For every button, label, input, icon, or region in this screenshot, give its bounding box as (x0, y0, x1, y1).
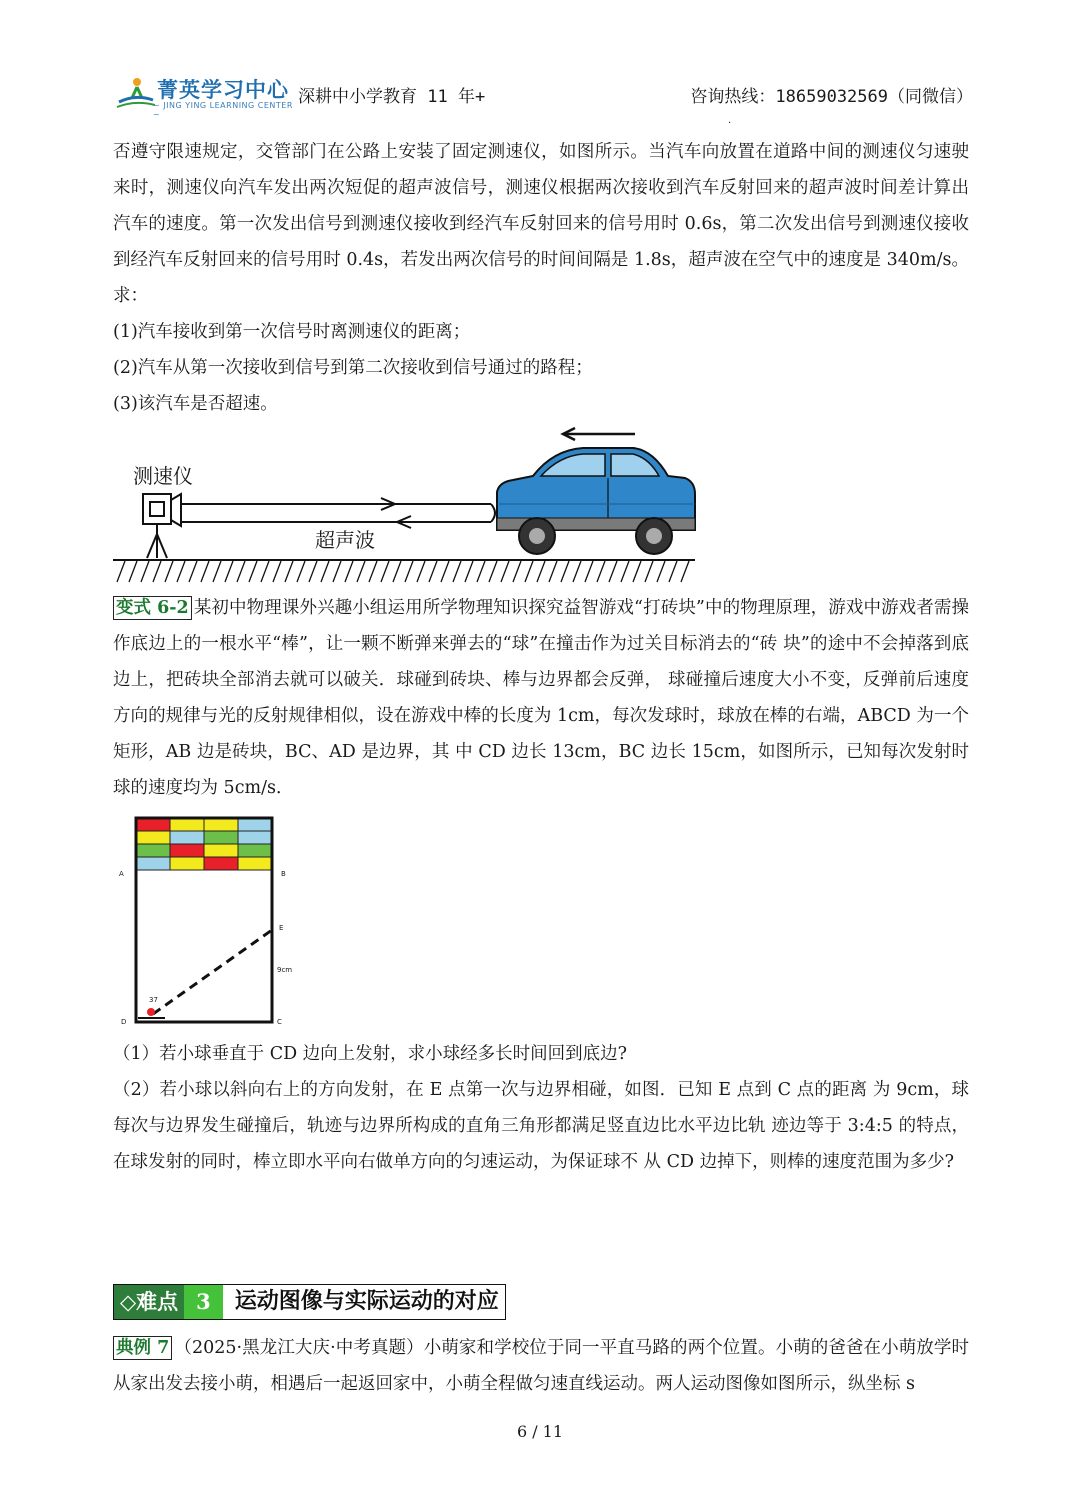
bricks (136, 818, 272, 870)
label-length: 9cm (277, 966, 293, 974)
variant-tag: 变式 6-2 (113, 596, 192, 620)
example-tag: 典例 7 (113, 1336, 172, 1360)
label-e: E (279, 924, 284, 932)
logo-emblem-icon (113, 74, 157, 114)
brick-game-figure (113, 812, 313, 1032)
logo-subtitle: ~ JING YING LEARNING CENTER ~ (153, 101, 293, 119)
speed-detector-icon (143, 494, 181, 558)
label-d: D (121, 1018, 127, 1026)
speed-detector-figure (113, 422, 703, 586)
header-hotline: 咨询热线：18659032569（同微信） (690, 87, 973, 107)
example-text (113, 1330, 969, 1402)
ball-icon (147, 1008, 155, 1016)
variant-text (113, 590, 969, 806)
variant-body: 某初中物理课外兴趣小组运用所学物理知识探究益智游戏“打砖块”中的物理原理，游戏中游戏者需操作底边上的一根水平“棒”，让一颗不断弹来弹去的“球”在撞击作为过关目标消去的“砖 块”的途中不会掉落到底边上，把砖块全部消去就可以破关．球碰到砖块、棒与边界都会反弹， 球碰撞后速度大小不变，反弹前后速度方向的规律与光的反射规律相似，设在游戏中棒的长度为 1cm，每次发球时，球放在棒的右端，ABCD 为一个矩形，AB 边是砖块，BC、AD 是边界，其 中 CD 边长 13cm，BC 边长 15cm，如图所示，已知每次发射时球的速度均为 5cm/s． (113, 598, 969, 798)
section-number: 3 (184, 1285, 223, 1319)
section-label: ◇难点 (114, 1285, 184, 1319)
car-icon (497, 448, 695, 554)
header-dot: · (728, 118, 732, 129)
wave-label: 超声波 (315, 528, 375, 552)
label-a: A (119, 870, 124, 878)
label-c: C (277, 1018, 282, 1026)
problem-question-2: (2)汽车从第一次接收到信号到第二次接收到信号通过的路程； (113, 358, 593, 378)
example-body: （2025·黑龙江大庆·中考真题）小萌家和学校位于同一平直马路的两个位置。小萌的爸爸在小萌放学时从家出发去接小萌，相遇后一起返回家中，小萌全程做匀速直线运动。两人运动图像如图所示，纵坐标 s (113, 1338, 969, 1394)
header-slogan: 深耕中小学教育 11 年+ (298, 87, 486, 107)
variant-question-2: （2）若小球以斜向右上的方向发射，在 E 点第一次与边界相碰，如图．已知 E 点到 C 点的距离 为 9cm，球每次与边界发生碰撞后，轨迹与边界所构成的直角三角形都满足竖直边比水平边比轨 迹边等于 3:4:5 的特点，在球发射的同时，棒立即水平向右做单方向的匀速运动，为保证球不 从 CD 边掉下，则棒的速度范围为多少? (113, 1080, 969, 1172)
section-header (113, 1284, 506, 1320)
label-b: B (281, 870, 286, 878)
logo-title: 菁英学习中心 (157, 78, 289, 102)
ground-hatch (117, 561, 689, 582)
variant-question-1: （1）若小球垂直于 CD 边向上发射，求小球经多长时间回到底边? (113, 1044, 628, 1064)
problem-question-1: (1)汽车接收到第一次信号时离测速仪的距离； (113, 322, 471, 342)
logo (113, 74, 293, 119)
label-angle: 37 (149, 996, 158, 1004)
problem-text: 否遵守限速规定，交管部门在公路上安装了固定测速仪，如图所示。当汽车向放置在道路中间的测速仪匀速驶来时，测速仪向汽车发出两次短促的超声波信号，测速仪根据两次接收到汽车反射回来的超声波时间差计算出汽车的速度。第一次发出信号到测速仪接收到经汽车反射回来的信号用时 0.6s，第二次发出信号到测速仪接收到经汽车反射回来的信号用时 0.4s，若发出两次信号的时间间隔是 1.8s，超声波在空气中的速度是 340m/s。求： (113, 142, 969, 306)
device-label: 测速仪 (133, 464, 193, 488)
problem-question-3: (3)该汽车是否超速。 (113, 394, 278, 414)
page-header (113, 74, 973, 119)
page-number: 6 / 11 (516, 1422, 564, 1441)
section-title: 运动图像与实际运动的对应 (223, 1285, 505, 1319)
car-direction-arrow (563, 428, 635, 440)
ball-trajectory (153, 930, 272, 1014)
